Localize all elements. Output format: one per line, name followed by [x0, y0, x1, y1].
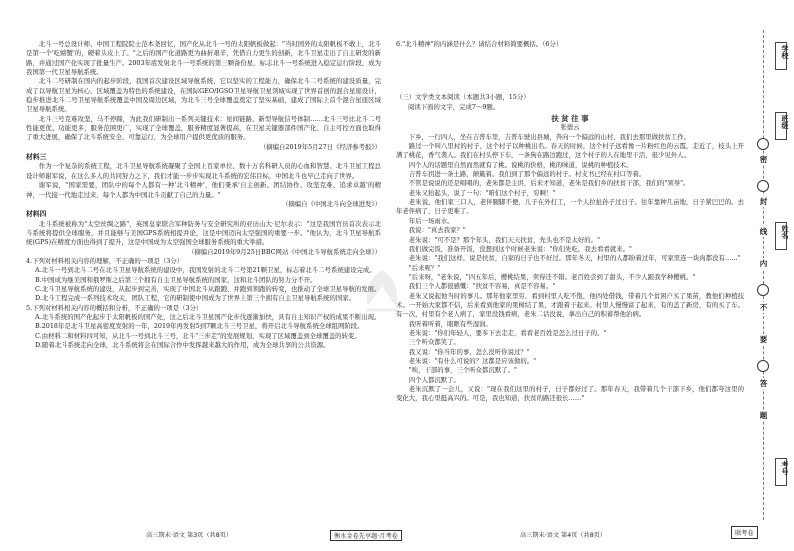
name-field[interactable]	[775, 222, 787, 250]
paragraph: 谢军说，"国家需要，团队中的每个人都有一种'北斗精神'，他们秉承'自主创新、团结协作、攻坚克难、追求卓越'的精神，一代接一代地走过来，每个人都为中国北斗贡献了自己的力量。"	[26, 181, 381, 199]
paragraph: 北斗二号研制在国内的起步阶段，我国首次建设区域导航系统，它以坚实的工程能力，确保北斗二号系统的建设质量，完成了以导航卫星为核心、区域覆盖为特色的系统建设，在国际GEO/IGSO卫星导航卫星领域实现了世界首创的混合星座设计，稳步推进北斗二号卫星导航系统覆盖中国及周边区域，为北斗三号全球覆盖奠定了坚实基础，建成了国际上首个混合星座区域卫星导航系统。	[26, 77, 381, 114]
footer-page-4: 高三期末·语文 第4页（共8页）	[520, 532, 607, 539]
story-paragraph: 老朱又说起他当时的事儿。那年他家里穷，看到村里人吃不饱，他四处借钱，带着几个贫困户买了果苗，教他们种植技术。一开始大家都不信，后来看到他家的果树结了果，才跟着干起来。村里人慢慢富了起来，有的盖了新房，有的买了车。有一次，村里有个老人病了，家里没钱看病，老朱二话没说，拿出自己的积蓄帮他治病。	[396, 291, 744, 319]
story-paragraph: 吉普车拐进一条土路，颠簸着。我们到了那个偏远的村子。村支书已经在村口等着。	[408, 170, 646, 179]
seal-word: 密	[756, 154, 771, 165]
story-paragraph: 不管是说说的还是唱唱的，老朱都是主讲，后来才知道，老朱是我们乡的扶贫干部，我们的"领导"。	[408, 179, 690, 188]
watermark-logo-icon	[352, 262, 412, 322]
story-paragraph: 老朱说："可不是？那个年头，我们天天扶贫，先头也不是太好的。"	[408, 235, 601, 244]
question-option: C.北斗卫星导航系统的建设，从起步到完善，实现了中国北斗从跟跑、并跑到领跑的转变，也推动了全球卫星导航的发展。	[35, 284, 381, 293]
story-paragraph: 我们三个人都很感慨："扶贫不容易，真是不容易。"	[408, 282, 556, 291]
answer-space	[396, 49, 744, 93]
seal-word: 要	[756, 334, 771, 345]
class-label: 班级	[781, 115, 789, 129]
right-page-column	[396, 40, 744, 518]
exam-number-field[interactable]	[775, 458, 787, 486]
seal-word: 线	[756, 226, 771, 237]
question-5: 5.下列对材料相关内容的概括和分析，不正确的一项是（3分）	[26, 303, 203, 312]
question-option: D.北斗工程完成一系列技术攻关，团队工程，它的研制使中国成为了世界上第三个拥有自主卫星导航系统的国家。	[35, 294, 356, 303]
seal-circle-icon	[757, 360, 769, 372]
story-paragraph: "后来呀，"老朱说，"四五年后，樱桃结果，卖得还不错。老百姓尝到了甜头，不少人跟我学种樱桃。"	[408, 272, 696, 281]
class-field[interactable]	[775, 112, 787, 140]
paragraph: 北斗系统被称为"太空丝绸之路"，英国皇家联合军种防务与安全研究所的亚历山大·尼尔表示："这是我国官员首次表示北斗系统将提供全球服务，并且能够与美国GPS系统相提并论，这是中国迈向太空强国的重要一步。"他认为，北斗卫星导航系统(GPS)在精度方面也得到了提升，这是中国成为太空强国全球服务系统的重大举措。	[26, 219, 381, 247]
question-option: C.由材料二和材料四可知，从北斗一号到北斗三号，北斗"三步走"的发展规划，实现了区域覆盖到全球覆盖的转变。	[35, 331, 361, 340]
story-paragraph: "后来呢？"	[408, 263, 441, 272]
story-paragraph: 下乡，一行四人，坐在吉普车里，吉普车驶出县城，奔向一个偏远的山村，我们去那里做扶贫工作。	[408, 132, 690, 141]
story-paragraph: "唉，干部的事，三个听众都沉默了。"	[408, 366, 517, 375]
school-field[interactable]	[775, 42, 787, 70]
seal-circle-icon	[757, 138, 769, 150]
story-author: 张德云	[560, 123, 580, 132]
seal-circle-icon	[757, 284, 769, 296]
paragraph: 北斗一号总设计师、中国工程院院士范本尧回忆，国产化从北斗一号的太阳帆板做起："当时国外的太阳帆板不敢上，北斗是第一个'吃螃蟹'的，硬着头皮上了。"之后的国产化道路更为曲折艰辛，凭借自力更生的创新，北斗卫星走出了自主研发的新路，并通过国产化实现了批量生产。2003年底发射北斗一号系统的第三颗备份星，标志北斗一号系统进入稳定运行阶段，成为我国第一代卫星导航系统。	[26, 40, 381, 77]
story-paragraph: 老朱说："有什么可说的？这都是应该做的。"	[408, 356, 537, 365]
story-paragraph: 老朱说，他们家三口人，老伴腿脚不便，儿子在外打工，一个人拉扯孙子过日子。往年靠种几亩地，日子紧巴巴的。去年老伴病了，日子更难了。	[396, 198, 744, 216]
seal-word: 答	[756, 378, 771, 389]
question-option: A.北斗系统的国产化起步于太阳帆板的国产化，这之后北斗卫星国产化步伐逐渐加快，具有自主知识产权的成果不断出现。	[35, 312, 381, 321]
seal-circle-icon	[757, 180, 769, 192]
story-paragraph: 三个听众都笑了。	[408, 338, 460, 347]
story-paragraph: 四个人都沉默了。	[408, 375, 460, 384]
source-citation: （摘编自2019年5月27日《经济参考报》）	[259, 142, 381, 151]
seal-word: 题	[756, 410, 771, 421]
name-label: 姓名	[781, 225, 789, 239]
story-paragraph: 老朱又抬起头，说了一句："咱们这个村子，穷啊！"	[408, 188, 556, 197]
story-paragraph: 老朱沉默了一会儿，又说："现在我们这里的村子，日子都好过了。那年春天，我带着几个干部下乡，他们都夸这里的变化大，我心里挺高兴的。可是，我也知道，扶贫的路还很长……"	[396, 385, 744, 403]
story-paragraph: 我们做完饭，准备开饭，没想到这个时候老朱说："你们先吃，我去看看就来。"	[408, 244, 632, 253]
story-paragraph: 路过一个叫八里村的村子，这个村子以种桃出名。春天的时候，这个村子远看像一片粉红色的云霞，走近了，枝头上开满了桃花，香气袭人。我们在村头停下车，一条狗在路边跑过，这个村子的人在地里干活，很少见外人。	[396, 142, 744, 160]
footer-series-label: 衡水金卷先享题·月考卷	[330, 530, 402, 541]
story-title: 扶 贫 往 事	[551, 114, 589, 124]
seal-word: 内	[756, 258, 771, 269]
seal-word: 封	[756, 196, 771, 207]
story-paragraph: 年后一场雨水。	[408, 216, 454, 225]
exam-number-label: 考号	[781, 461, 789, 475]
story-paragraph: 我听着听着，眼眶有些湿润。	[408, 319, 492, 328]
left-page-column	[26, 40, 381, 518]
seal-line	[763, 30, 764, 520]
story-paragraph: 老朱说："我们这样，说是扶贫，自家的日子也不好过。那年冬天，村里的人都盼着过年，可家里连一块肉都没有……"	[408, 254, 741, 263]
question-option: A.北斗一号到北斗二号在北斗卫星导航系统的建设中，我国发射的北斗二号第21颗卫星，标志着北斗二号系统建设完成。	[35, 266, 376, 275]
question-4: 4.下列对材料相关内容的理解，不正确的一项是（3分）	[26, 256, 184, 265]
exam-type-badge: 联考卷	[731, 526, 758, 539]
source-citation: （摘编自2019年9月25日BBC网站《中国北斗导航系统走向全球》）	[187, 247, 381, 256]
binding-gutter	[754, 30, 789, 520]
material-heading: 材料三	[26, 153, 47, 162]
seal-word: 不	[756, 302, 771, 313]
story-paragraph: 我又说："你当年的事，怎么没听你说过？"	[408, 347, 530, 356]
footer-page-3: 高三期末·语文 第3页（共8页）	[146, 532, 233, 539]
section-heading: （三）文学类文本阅读（本题共3小题，15分）	[396, 93, 530, 102]
story-paragraph: 四个人的话题里自然而然就有了桃。说桃的价格，桃的味道，说桃的种植技术。	[408, 160, 633, 169]
material-heading: 材料四	[26, 210, 47, 219]
question-6: 6."北斗精神"的内涵是什么？请结合材料简要概括。（6分）	[396, 40, 563, 48]
question-option: B.2018年是北斗卫星高密度发射的一年，2019年再发射5到7颗北斗三号卫星，将开启北斗导航系统全球组网阶段。	[35, 322, 364, 331]
school-label: 学校	[781, 45, 789, 59]
question-option: D.随着北斗系统走向全球，北斗系统将会在国际合作中发挥越来越大的作用，成为全球共享的公共资源。	[35, 341, 330, 349]
paragraph: 北斗三号克难攻坚，马不停蹄，为此我们研制出一系列关键技术：星间链路、新型导航信号体制……北斗三号比北斗二号性能更优、功能更多，服务范围更广，实现了全球覆盖，服务精度显著提高，在卫星关键器部件国产化、自主可控方面也取得了重大进展，确保了北斗系统安全、可靠运行，为全球用户提供更优质的服务。	[26, 114, 381, 142]
story-paragraph: 老朱说："你们年轻人，要多下去走走，看看老百姓是怎么过日子的。"	[408, 328, 607, 337]
question-option: B.中国成为继美国和俄罗斯之后第三个拥有自主卫星导航系统的国家，这和北斗团队的努力分不开。	[35, 275, 317, 284]
source-citation: （摘编自《中国北斗向全球进发》）	[281, 199, 381, 208]
section-instruction: 阅读下面的文字，完成7～9题。	[408, 102, 500, 111]
story-paragraph: 我说："真去我家？"	[408, 226, 466, 235]
paragraph: 作为一个复杂的系统工程，北斗卫星导航系统凝聚了全国上百家单位、数十万名科研人员的心血和智慧。北斗卫星工程总设计师谢军说，在这么多人的共同努力之下，我们才能一步步实现北斗系统的宏伟目标，中国北斗也早已走向了世界。	[26, 162, 381, 180]
